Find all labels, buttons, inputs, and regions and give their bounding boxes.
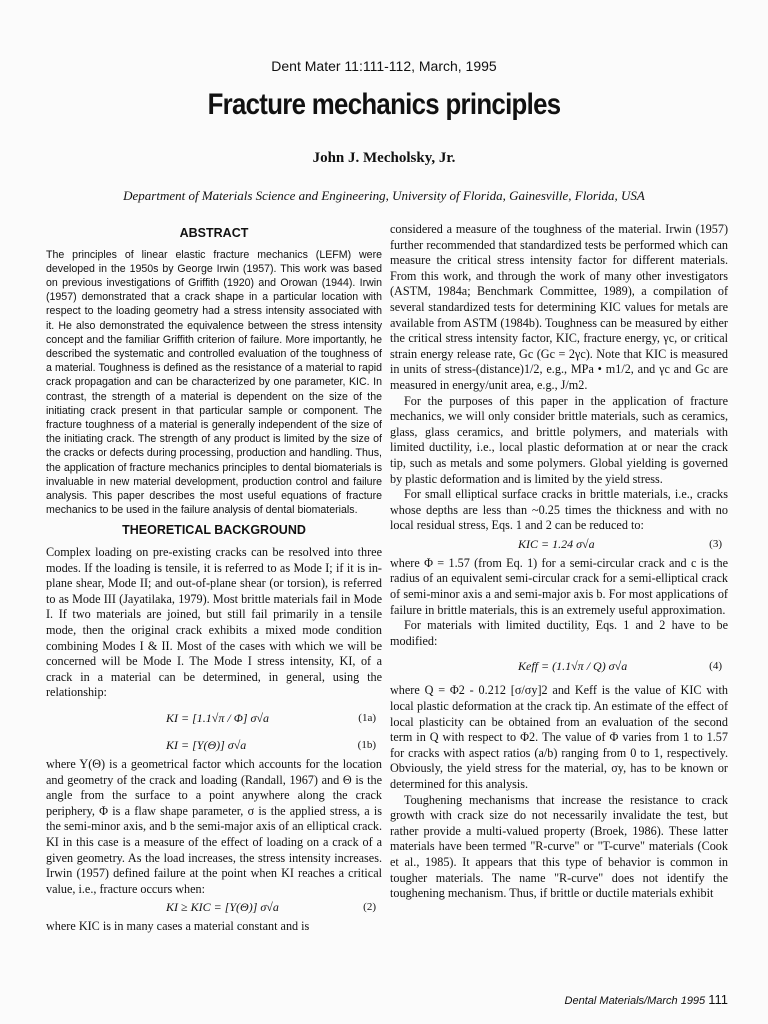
abstract-text: The principles of linear elastic fracture mechanics (LEFM) were developed in the 1950s by George Irwin (1957). This work was based on previous investigations of Griffith (1920) and Orowan (1944). Irwin (1957) demonstrated that a crack shape in a particular location with respect to the loading geometry had a stress intensity associated with it. He also demonstrated the equivalence between the stress intensity concept and the familiar Griffith criterion of failure. More importantly, he described the systematic and controlled evaluation of the toughness of a material. Toughness is defined as the resistance of a material to rapid crack propagation and can be characterized by one parameter, KIC. In contrast, the strength of a material is dependent on the size of the initiating crack present in that particular sample or component. The fracture toughness of a material is generally independent of the size of the initiating crack. The strength of any product is limited by the size of the cracks or defects during processing, production and handling. Thus, the application of fracture mechanics principles to dental biomaterials is invaluable in new material development, production control and failure analysis. This paper describes the most useful equations of fracture mechanics to be used in the failure analysis of dental biomaterials. xyxy=(46,248,382,517)
equation-2 xyxy=(46,897,382,919)
equation-2-expression: KI ≥ KIC = [Y(Θ)] σ√a xyxy=(166,900,279,915)
equation-3-expression: KIC = 1.24 σ√a xyxy=(518,536,595,551)
equation-1a-number: (1a) xyxy=(358,711,376,724)
background-paragraph-2: where Y(Θ) is a geometrical factor which accounts for the location and geometry of the crack and loading (Randall, 1967) and Θ is the angle from the surface to a point anywhere along the crack periphery, Φ is a flaw shape parameter, σ is the applied stress, a is the semi-minor axis, and b the semi-major axis of an elliptical crack. KI in this case is a measure of the effect of loading on a crack of a given geometry. As the load increases, the stress intensity increases. Irwin (1957) defined failure at the point when KI reaches a critical value, i.e., fracture occurs when: xyxy=(46,756,382,896)
author-affiliation: Department of Materials Science and Engineering, University of Florida, Gainesville, Florida, USA xyxy=(123,188,645,203)
left-column xyxy=(46,222,382,935)
right-paragraph-1: considered a measure of the toughness of the material. Irwin (1957) further recommended that standardized tests be performed which can measure the critical stress intensity factor for different materials. From this work, and through the work of many other investigators (ASTM, 1984a; Benchmark Committee, 1989), a compilation of several standardized tests for determining KIC values for metals are available from ASTM (1984b). Toughness can be measured by either the critical stress intensity factor, KIC, fracture energy, γc, or critical strain energy release rate, Gc (Gc = 2γc). Note that KIC is measured in units of stress-(distance)1/2, e.g., MPa • m1/2, and γc and Gc are measured in energy/unit area, e.g., J/m2. xyxy=(390,222,728,392)
equation-1b-number: (1b) xyxy=(357,738,376,751)
equation-1b xyxy=(46,735,382,757)
equation-4-expression: Keff = (1.1√π / Q) σ√a xyxy=(518,659,628,674)
background-paragraph-3: where KIC is in many cases a material constant and is xyxy=(46,919,310,934)
equation-3-number: (3) xyxy=(709,537,722,550)
author-name: John J. Mecholsky, Jr. xyxy=(312,150,456,166)
right-paragraph-3: For small elliptical surface cracks in brittle materials, i.e., cracks whose depths are less than ~0.25 times the thickness and with no local residual stress, Eqs. 1 and 2 can be reduced to: xyxy=(390,487,728,533)
right-column xyxy=(390,222,728,902)
right-paragraph-5: For materials with limited ductility, Eqs. 1 and 2 have to be modified: xyxy=(390,618,728,648)
equation-4-number: (4) xyxy=(709,660,722,673)
background-paragraph-1: Complex loading on pre-existing cracks can be resolved into three modes. If the loading is tensile, it is referred to as Mode I; if it is in-plane shear, Mode II; and out-of-plane shear (or torsion), is referred to as Mode III (Jayatilaka, 1979). Most brittle materials fail in Mode I. If two materials are joined, but still fail primarily in a tensile mode, then the original crack exhibits a mixed mode condition combining Modes I & II. Most of the cases with which we will be concerned will be Mode I. The Mode I stress intensity, KI, of a crack in a material can be determined, in general, using the relationship: xyxy=(46,545,382,700)
equation-3 xyxy=(390,534,728,556)
equation-4 xyxy=(390,649,728,683)
right-paragraph-4: where Φ = 1.57 (from Eq. 1) for a semi-circular crack and c is the radius of an equivalent semi-circular crack for a semi-elliptical crack of semi-minor axis a and semi-major axis b. For most applications of failure in brittle materials, this is an extremely useful approximation. xyxy=(390,555,728,617)
equation-1a xyxy=(46,701,382,735)
right-paragraph-6: where Q = Φ2 - 0.212 [σ/σy]2 and Keff is the value of KIC with local plastic deformation at the crack tip. An estimate of the effect of local plasticity can be obtained from an evaluation of the second term in Q with respect to Φ2. The value of Φ varies from 1 to 1.57 for cracks with aspect ratios (a/b) ranging from 0 to 1, respectively. Obviously, the yield stress for the material, σy, has to be known or determined for this analysis. xyxy=(390,683,728,791)
equation-2-number: (2) xyxy=(363,901,376,914)
journal-reference: Dent Mater 11:111-112, March, 1995 xyxy=(271,58,497,74)
right-paragraph-7: Toughening mechanisms that increase the resistance to crack growth with crack size do not necessarily invalidate the test, but rather provide a multi-valued property (Broek, 1986). These latter materials have been termed "R-curve" or "T-curve" materials (Cook et al., 1985). It appears that this type of behavior is common in tougher materials. The name "R-curve" does not identify the toughening mechanism. Thus, if brittle or ductile materials exhibit xyxy=(390,792,728,901)
paper-title: Fracture mechanics principles xyxy=(207,88,561,121)
page-footer xyxy=(565,992,728,1007)
page-number: 111 xyxy=(708,992,728,1007)
background-heading: THEORETICAL BACKGROUND xyxy=(122,523,306,538)
footer-journal: Dental Materials/March 1995 xyxy=(564,995,706,1007)
equation-1b-expression: KI = [Y(Θ)] σ√a xyxy=(166,737,247,752)
abstract-heading: ABSTRACT xyxy=(179,226,249,240)
right-paragraph-2: For the purposes of this paper in the application of fracture mechanics, we will only consider brittle materials, such as ceramics, glass, glass ceramics, and brittle polymers, and materials with limited ductility, i.e., local plastic deformation at or near the crack tip, such as metals and some polymers. Global yielding is governed by plastic deformation and is limited by the yield stress. xyxy=(390,393,728,486)
equation-1a-expression: KI = [1.1√π / Φ] σ√a xyxy=(166,710,270,725)
